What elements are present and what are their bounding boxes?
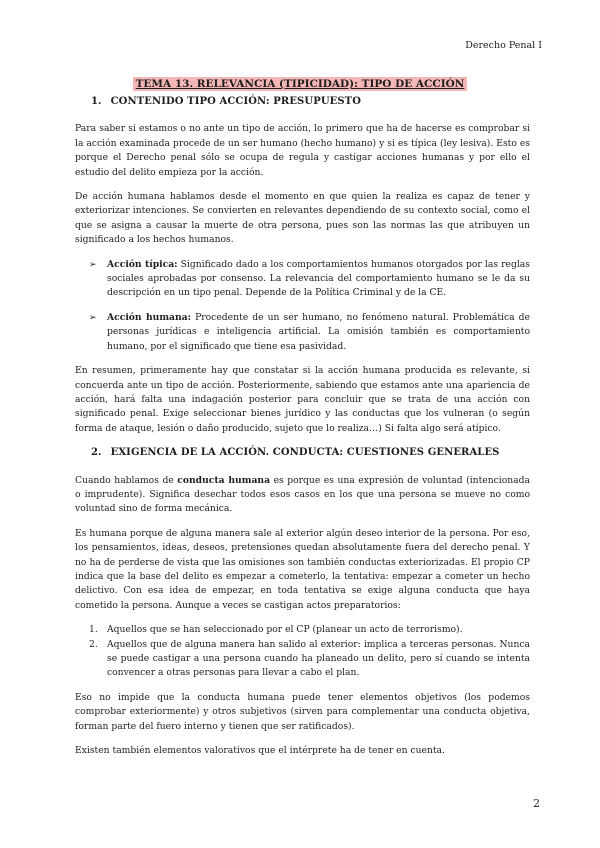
bullet-text: Significado dado a los comportamientos humanos otorgados por las reglas sociales aprobadas por consenso. La relevancia del comportamiento humano se le da su descripción en un tipo penal. Depende de la Política Criminal y de la CE. [107, 258, 530, 299]
section-2-paragraph-1 [75, 474, 530, 517]
section-2-heading [91, 446, 530, 460]
section-1-paragraph-2: De acción humana hablamos desde el momento en que quien la realiza es capaz de tener y exteriorizar intenciones. Se convierten en relevantes dependiendo de su contexto social, como el que se asigna a causar la muerte de otra persona, pues son las normas las que atribuyen un significado a los hechos humanos. [75, 191, 530, 246]
arrow-bullet-icon: ➢ [89, 258, 97, 270]
section-2-paragraph-3: Eso no impide que la conducta humana puede tener elementos objetivos (los podemos comprobar exteriormente) y otros subjetivos (sirven para complementar una conducta objetiva, forman parte del fuero interno y tienen que ser ratificados). [75, 691, 530, 732]
bullet-accion-humana [75, 311, 530, 354]
bullet-text: Procedente de un ser humano, no fenómeno natural. Problemática de personas jurídicas e inteligencia artificial. La omisión también es comportamiento humano, por el significado que tiene esa pasividad. [107, 311, 530, 352]
list-item [89, 623, 530, 637]
bullet-accion-tipica [75, 258, 530, 301]
section-1-paragraph-3: En resumen, primeramente hay que constatar si la acción humana producida es relevante, si concuerda ante un tipo de acción. Posteriormente, sabiendo que estamos ante una apariencia de acción, hará falta una indagación posterior para concluir que se trata de una acción con significado penal. Exige seleccionar bienes jurídico y las conductas que los vulneran (o según forma de ataque, lesión o daño producido, sujeto que lo realiza…) Si falta algo será atípico. [75, 365, 530, 434]
page-title: TEMA 13. RELEVANCIA (TIPICIDAD): TIPO DE ACCIÓN [133, 77, 468, 91]
list-text: Aquellos que se han seleccionado por el CP (planear un acto de terrorismo). [107, 624, 463, 636]
section-2-paragraph-2: Es humana porque de alguna manera sale al exterior algún deseo interior de la persona. Por eso, los pensamientos, ideas, deseos, pretensiones quedan absolutamente fuera del derecho penal. Y no ha de perderse de vista que las omisiones son también conductas exteriorizadas. El propio CP indica que la base del delito es empezar a cometerlo, la tentativa: empezar a cometer un hecho delictivo. Con esa idea de empezar, en toda tentativa se exige alguna conducta que haya cometido la persona. Aunque a veces se castigan actos preparatorios: [75, 527, 530, 611]
course-header: Derecho Penal I [465, 40, 542, 51]
page-number: 2 [533, 797, 540, 810]
arrow-bullet-icon: ➢ [89, 311, 97, 323]
list-item [89, 638, 530, 681]
text-run: Cuando hablamos de [75, 474, 178, 486]
bullet-term: Acción humana: [107, 311, 192, 323]
section-1-number: 1. [91, 96, 102, 107]
section-1-title: CONTENIDO TIPO ACCIÓN: PRESUPUESTO [110, 96, 362, 107]
list-number: 1. [89, 624, 98, 636]
bullet-term: Acción típica: [107, 258, 178, 270]
section-1-heading [91, 95, 530, 109]
document-body [75, 95, 530, 768]
section-1-paragraph-1: Para saber si estamos o no ante un tipo de acción, lo primero que ha de hacerse es comprobar si la acción examinada procede de un ser humano (hecho humano) y si es típica (ley lesiva). Esto es porque el Derecho penal sólo se ocupa de regula y castigar acciones humanas y por ello el estudio del delito empieza por la acción. [75, 123, 530, 178]
section-2-paragraph-4: Existen también elementos valorativos que el intérprete ha de tener en cuenta. [75, 745, 445, 757]
text-run: es porque es una expresión de voluntad (intencionada o imprudente). Significa desechar todos esos casos en los que una persona se mueve no como voluntad sino de forma mecánica. [75, 474, 530, 515]
list-text: Aquellos que de alguna manera han salido al exterior: implica a terceras personas. Nunca se puede castigar a una persona cuando ha planeado un delito, pero sí cuando se intenta convencer a otras personas para llevar a cabo el plan. [107, 638, 530, 679]
section-2-number: 2. [91, 447, 102, 459]
numbered-list [75, 623, 530, 681]
list-number: 2. [89, 638, 98, 650]
section-2-title: EXIGENCIA DE LA ACCIÓN. CONDUCTA: CUESTIONES GENERALES [110, 447, 500, 459]
bold-term: conducta humana [177, 474, 271, 486]
